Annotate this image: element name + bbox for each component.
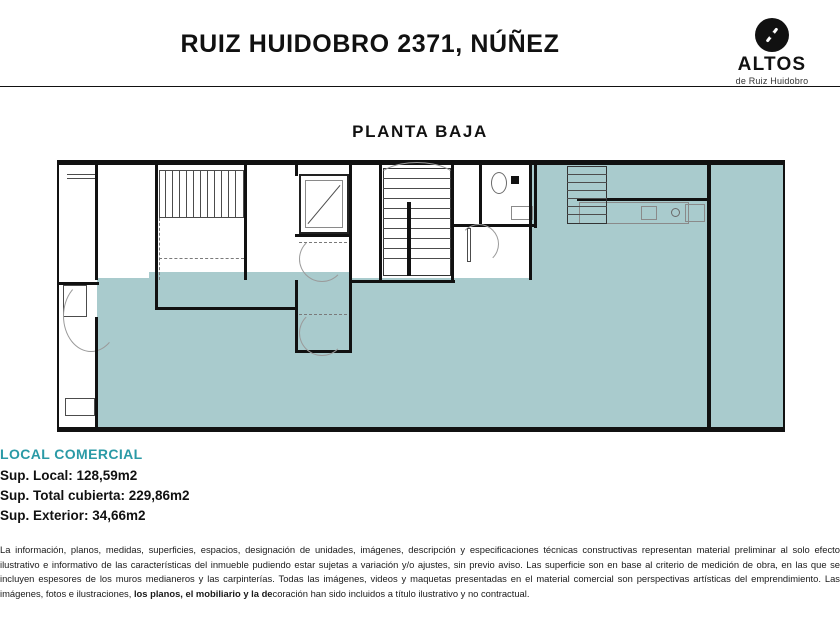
plan-main-stair-step xyxy=(383,248,451,249)
plan-window-bottom-left xyxy=(65,398,95,416)
plan-main-stair-step xyxy=(383,218,451,219)
page-title: RUIZ HUIDOBRO 2371, NÚÑEZ xyxy=(180,30,560,58)
plan-wall-partition-1 xyxy=(155,162,158,280)
plan-appliance-unit xyxy=(685,204,705,222)
plan-stair-1-step xyxy=(214,170,215,218)
sup-local-line: Sup. Local: 128,59m2 xyxy=(0,468,138,483)
plan-door-panel-left xyxy=(467,228,471,262)
plan-door-swing-bath xyxy=(459,224,499,264)
plan-window-left-top-2 xyxy=(67,178,95,179)
plan-wall-bottom xyxy=(59,427,783,430)
header-divider xyxy=(0,86,840,87)
plan-wall-partition-3 xyxy=(295,280,298,352)
plan-column-mark xyxy=(511,176,519,184)
compass-center-dot-icon xyxy=(769,32,775,38)
plan-wall-bath-right xyxy=(534,162,537,228)
plan-stair-1-step xyxy=(179,170,180,218)
plan-stair-1-step xyxy=(221,170,222,218)
plan-wall-bath-bottom xyxy=(454,224,534,227)
plan-wall-apt-left xyxy=(529,162,532,280)
legal-part-2: coración han sido incluidos a título ilustrativo y no contractual. xyxy=(272,587,530,599)
plan-wall-bath-left xyxy=(479,162,482,224)
plan-stove-burner-icon xyxy=(671,208,680,217)
plan-window-left-top xyxy=(67,174,95,175)
plan-wall-left-lower xyxy=(95,317,98,430)
legal-disclaimer xyxy=(0,543,840,601)
surface-info-block xyxy=(0,446,420,528)
plan-wall-partition-1b xyxy=(155,280,158,310)
plan-wall-stair-bottom xyxy=(349,280,455,283)
plan-fill-main xyxy=(97,278,707,430)
plan-stair-1-step xyxy=(172,170,173,218)
floor-plan-drawing xyxy=(57,160,785,432)
page-header xyxy=(0,0,840,88)
local-comercial-title: LOCAL COMERCIAL xyxy=(0,446,143,462)
plan-main-stair-step xyxy=(383,238,451,239)
plan-wall-mid-horizontal xyxy=(158,307,298,310)
plan-stair-1-step xyxy=(193,170,194,218)
plan-wall-elevator-left xyxy=(295,162,298,176)
plan-wall-right-patio xyxy=(707,162,711,430)
plan-wall-partition-2 xyxy=(244,162,247,280)
plan-toilet-fixture xyxy=(491,172,507,194)
plan-stair-2-step xyxy=(567,214,607,215)
plan-main-stair-step xyxy=(383,228,451,229)
plan-stair-2-step xyxy=(567,190,607,191)
legal-part-1: La información, planos, medidas, superficies, espacios, designación de unidades, imágenes, descripción y especificaciones técnicas constructivas representan material preliminar al solo efecto ilustrativo e informativo de las características del inmueble pudiendo estar sujetas a variación y/o ajustes, sin previo aviso. Las superficie son en base al criterio de medición de obra, en las que se incluyen espesores de los muros medianeros y las carpinterías. Todas las imágenes, videos y maquetas presentadas en el material comercial son perspectivas artísticas del emprendimiento. Las imágenes, fotos e ilustraciones, xyxy=(0,544,840,599)
plan-stair-2-step xyxy=(567,198,607,199)
brand-tagline: de Ruiz Huidobro xyxy=(735,75,809,86)
plan-elevator-car xyxy=(305,180,343,228)
plan-stair-1-step xyxy=(165,170,166,218)
floor-plan-label: PLANTA BAJA xyxy=(352,122,488,141)
plan-wall-stair-bottom-2 xyxy=(349,280,352,352)
plan-stair-1-step xyxy=(186,170,187,218)
compass-icon xyxy=(755,18,789,52)
plan-kitchen-sink xyxy=(641,206,657,220)
plan-stair-2-step xyxy=(567,174,607,175)
legal-bold-part: los planos, el mobiliario y la de xyxy=(133,587,273,599)
plan-stair-landing-arc xyxy=(375,162,459,202)
plan-dash-hall-bottom xyxy=(159,258,244,259)
plan-stair-1-step xyxy=(200,170,201,218)
plan-dash-hall-left xyxy=(159,218,160,280)
plan-fill-right-patio xyxy=(711,164,783,430)
plan-stair-2-step xyxy=(567,182,607,183)
sup-exterior-line: Sup. Exterior: 34,66m2 xyxy=(0,508,146,523)
plan-main-stair-step xyxy=(383,208,451,209)
plan-wall-stair-left xyxy=(379,162,382,280)
plan-door-swing-entry xyxy=(63,280,119,352)
plan-wall-stair-right xyxy=(451,162,454,280)
sup-total-cubierta-line: Sup. Total cubierta: 229,86m2 xyxy=(0,488,190,503)
plan-door-swing-room-1 xyxy=(299,236,345,282)
plan-stair-2-step xyxy=(567,206,607,207)
plan-stair-core-wall xyxy=(407,202,411,276)
plan-wall-left-vertical xyxy=(95,162,98,280)
plan-main-stair-step xyxy=(383,258,451,259)
brand-name: ALTOS xyxy=(737,54,807,75)
plan-wall-elevator-right xyxy=(349,162,352,280)
brand-logo xyxy=(712,18,832,86)
plan-stair-1-step xyxy=(207,170,208,218)
plan-stair-1-step xyxy=(228,170,229,218)
plan-stair-1-step xyxy=(235,170,236,218)
plan-door-swing-room-2 xyxy=(299,310,345,356)
